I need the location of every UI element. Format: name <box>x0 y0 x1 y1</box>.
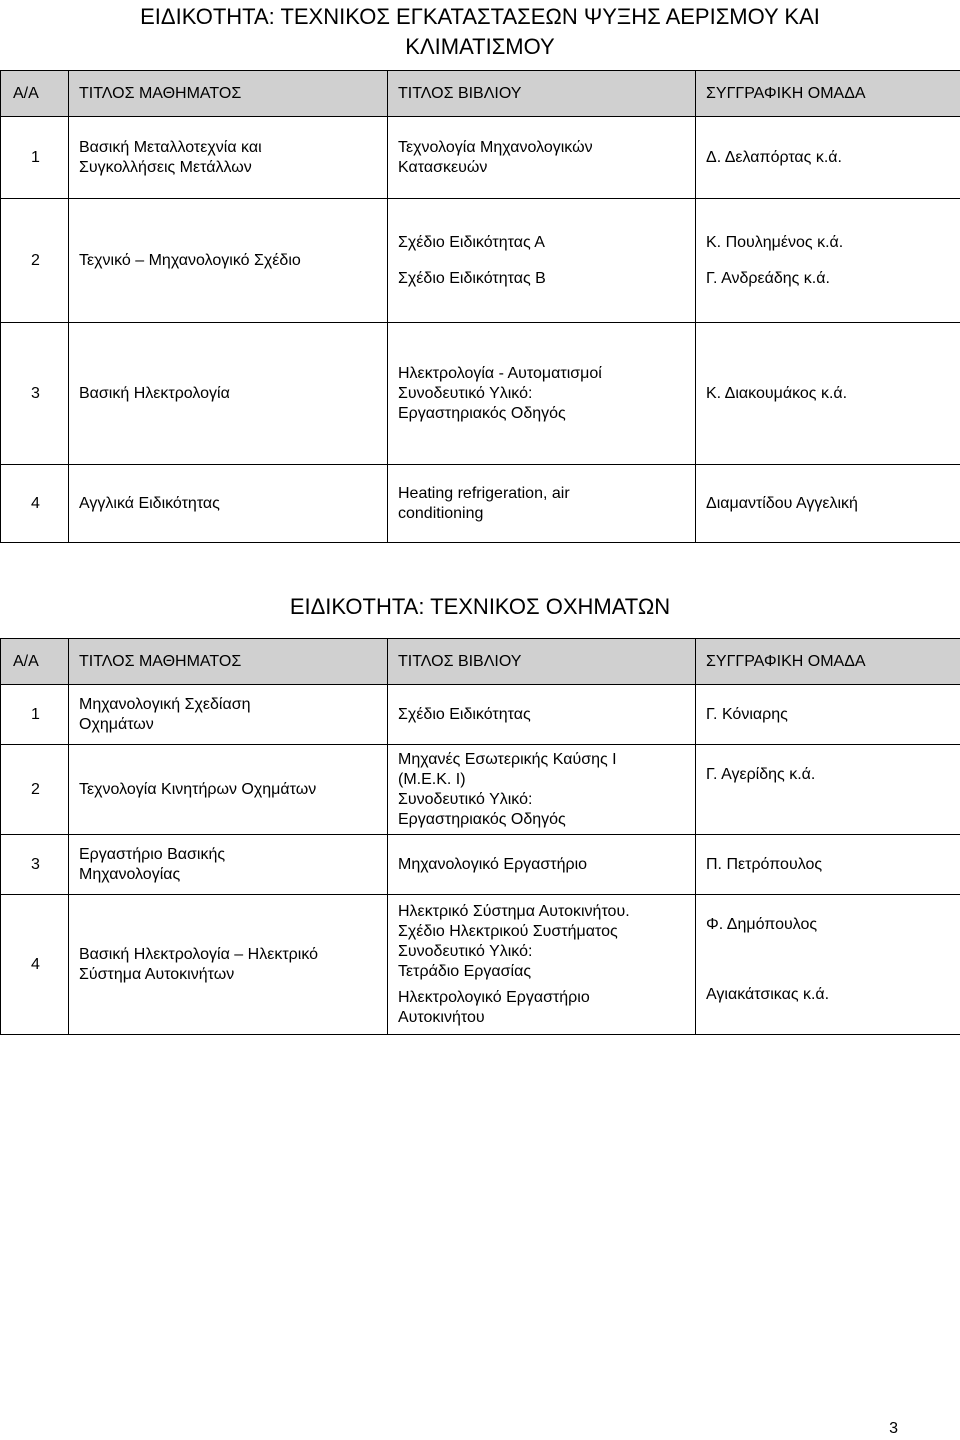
course-title <box>69 745 388 835</box>
book-title <box>388 117 696 199</box>
book-title <box>388 835 696 895</box>
book-line: Κατασκευών <box>398 158 488 176</box>
course-line: Βασική Ηλεκτρολογία – Ηλεκτρικό <box>79 945 319 963</box>
author-line: Π. Πετρόπουλος <box>706 855 823 873</box>
course-line: Συγκολλήσεις Μετάλλων <box>79 158 252 176</box>
course-line: Μηχανολογίας <box>79 865 181 883</box>
book-line: Εργαστηριακός Οδηγός <box>398 404 566 422</box>
book-line: Τετράδιο Εργασίας <box>398 962 532 980</box>
table-row <box>1 835 960 895</box>
book-line: Μηχανές Εσωτερικής Καύσης Ι <box>398 750 617 768</box>
book-title <box>388 465 696 543</box>
course-title <box>69 835 388 895</box>
row-number: 4 <box>1 465 69 543</box>
course-line: Βασική Ηλεκτρολογία <box>79 384 230 402</box>
book-line: Εργαστηριακός Οδηγός <box>398 810 566 828</box>
table-row <box>1 199 960 323</box>
book-line: (Μ.Ε.Κ. Ι) <box>398 770 466 788</box>
header-authors: ΣΥΓΓΡΑΦΙΚΗ ΟΜΑΔΑ <box>696 71 960 117</box>
course-line: Σύστημα Αυτοκινήτων <box>79 965 235 983</box>
course-line: Τεχνικό – Μηχανολογικό Σχέδιο <box>79 251 301 269</box>
course-title <box>69 117 388 199</box>
row-number: 2 <box>1 199 69 323</box>
authors <box>696 685 960 745</box>
book-line: Σχέδιο Ειδικότητας Α <box>398 233 545 251</box>
table-row <box>1 745 960 835</box>
book-line: Heating refrigeration, air <box>398 484 570 502</box>
authors <box>696 323 960 465</box>
section1-title-line1: ΕΙΔΙΚΟΤΗΤΑ: ΤΕΧΝΙΚΟΣ ΕΓΚΑΤΑΣΤΑΣΕΩΝ ΨΥΞΗΣ ΑΕΡΙΣΜΟΥ ΚΑΙ <box>140 4 820 29</box>
book-line: Συνοδευτικό Υλικό: <box>398 384 533 402</box>
table-row <box>1 465 960 543</box>
header-aa: Α/Α <box>1 71 69 117</box>
section1-title <box>0 0 960 62</box>
course-title <box>69 685 388 745</box>
book-title <box>388 685 696 745</box>
table-row <box>1 895 960 1035</box>
table-row <box>1 323 960 465</box>
book-line: Ηλεκτρολογικό Εργαστήριο <box>398 988 590 1006</box>
author-line: Κ. Πουλημένος κ.ά. <box>706 233 844 251</box>
author-line: Αγιακάτσικας κ.ά. <box>706 986 830 1003</box>
table-row <box>1 685 960 745</box>
course-line: Οχημάτων <box>79 715 154 733</box>
book-line: Ηλεκτρικό Σύστημα Αυτοκινήτου. <box>398 902 630 920</box>
author-line: Γ. Ανδρεάδης κ.ά. <box>706 269 830 287</box>
book-line: Τεχνολογία Μηχανολογικών <box>398 138 593 156</box>
book-title <box>388 895 696 1035</box>
author-line: Δ. Δελαπόρτας κ.ά. <box>706 148 842 166</box>
course-line: Μηχανολογική Σχεδίαση <box>79 695 251 713</box>
course-line: Εργαστήριο Βασικής <box>79 845 226 863</box>
header-authors: ΣΥΓΓΡΑΦΙΚΗ ΟΜΑΔΑ <box>696 639 960 685</box>
table-row <box>1 117 960 199</box>
book-line: Ηλεκτρολογία - Αυτοματισμοί <box>398 364 602 382</box>
author-line: Κ. Διακουμάκος κ.ά. <box>706 384 848 402</box>
author-line: Γ. Κόνιαρης <box>706 705 788 723</box>
book-line: Σχέδιο Ηλεκτρικού Συστήματος <box>398 922 618 940</box>
authors <box>696 465 960 543</box>
row-number: 1 <box>1 685 69 745</box>
book-line: Μηχανολογικό Εργαστήριο <box>398 855 588 873</box>
course-title <box>69 895 388 1035</box>
row-number: 1 <box>1 117 69 199</box>
section1-table <box>0 70 960 543</box>
authors <box>696 199 960 323</box>
author-line: Διαμαντίδου Αγγελική <box>706 494 858 512</box>
author-line: Γ. Αγερίδης κ.ά. <box>706 766 816 783</box>
row-number: 3 <box>1 835 69 895</box>
book-title <box>388 199 696 323</box>
section2-table <box>0 638 960 1035</box>
page-number: 3 <box>889 1420 898 1437</box>
book-line: conditioning <box>398 504 484 522</box>
book-line: Συνοδευτικό Υλικό: <box>398 790 533 808</box>
course-title <box>69 465 388 543</box>
book-title <box>388 745 696 835</box>
header-aa: Α/Α <box>1 639 69 685</box>
table-header-row <box>1 71 960 117</box>
authors <box>696 895 960 1035</box>
table-header-row <box>1 639 960 685</box>
course-line: Βασική Μεταλλοτεχνία και <box>79 138 262 156</box>
section1-title-line2: ΚΛΙΜΑΤΙΣΜΟΥ <box>405 34 555 59</box>
course-line: Τεχνολογία Κινητήρων Οχημάτων <box>79 780 317 798</box>
row-number: 3 <box>1 323 69 465</box>
author-line: Φ. Δημόπουλος <box>706 916 818 933</box>
row-number: 4 <box>1 895 69 1035</box>
section2-title: ΕΙΔΙΚΟΤΗΤΑ: ΤΕΧΝΙΚΟΣ ΟΧΗΜΑΤΩΝ <box>289 594 671 619</box>
authors <box>696 835 960 895</box>
book-line: Σχέδιο Ειδικότητας Β <box>398 269 546 287</box>
row-number: 2 <box>1 745 69 835</box>
course-title <box>69 199 388 323</box>
header-course: ΤΙΤΛΟΣ ΜΑΘΗΜΑΤΟΣ <box>69 639 388 685</box>
header-book: ΤΙΤΛΟΣ ΒΙΒΛΙΟΥ <box>388 71 696 117</box>
course-line: Αγγλικά Ειδικότητας <box>79 494 220 512</box>
authors <box>696 745 960 835</box>
book-line: Συνοδευτικό Υλικό: <box>398 942 533 960</box>
book-title <box>388 323 696 465</box>
book-line: Αυτοκινήτου <box>398 1008 485 1026</box>
header-book: ΤΙΤΛΟΣ ΒΙΒΛΙΟΥ <box>388 639 696 685</box>
book-line: Σχέδιο Ειδικότητας <box>398 705 531 723</box>
course-title <box>69 323 388 465</box>
header-course: ΤΙΤΛΟΣ ΜΑΘΗΜΑΤΟΣ <box>69 71 388 117</box>
authors <box>696 117 960 199</box>
